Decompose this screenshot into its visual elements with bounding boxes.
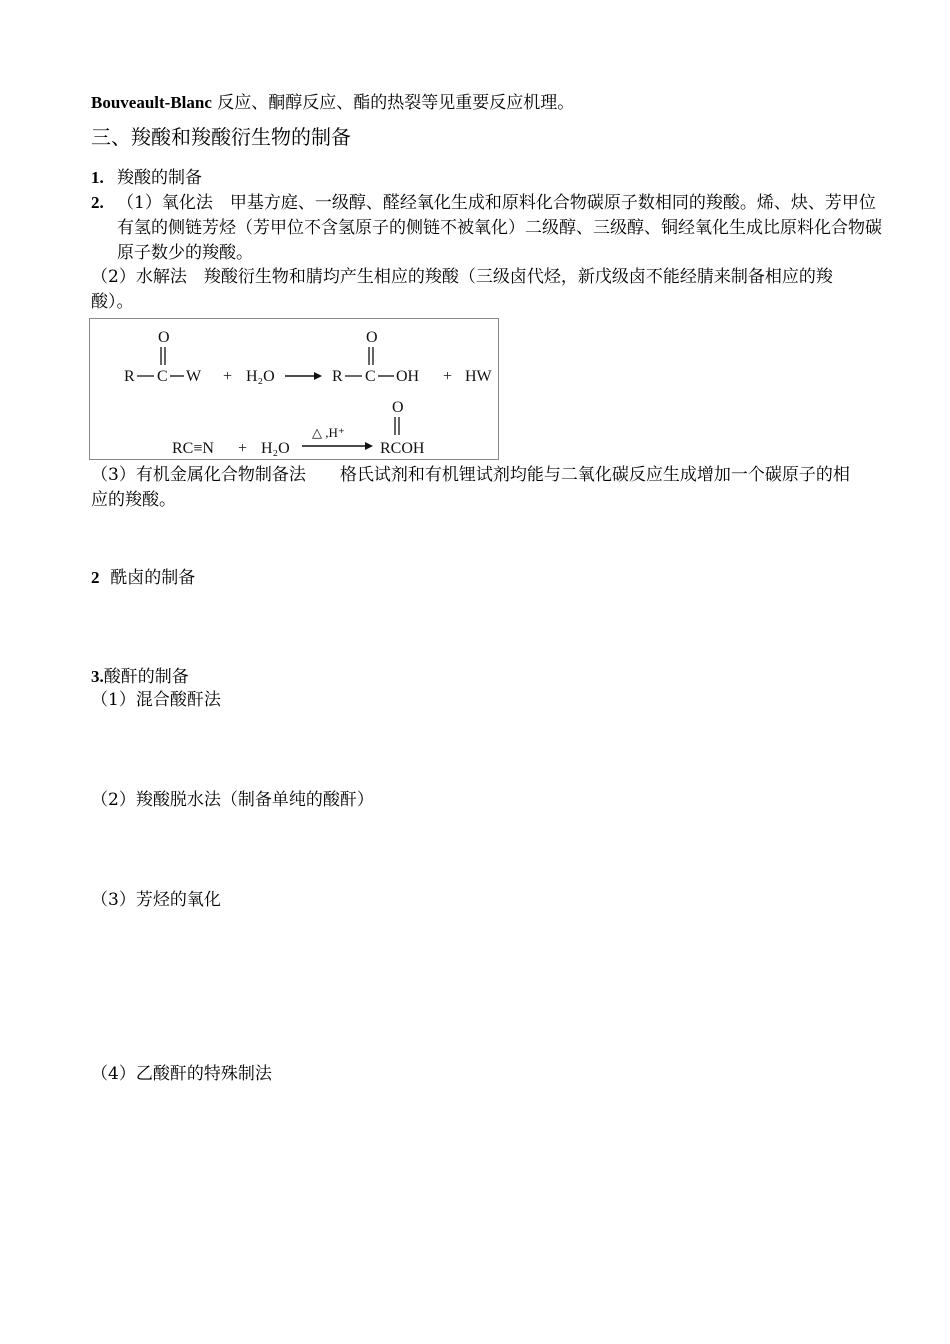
organometallic-paragraph: （3）有机金属化合物制备法 格氏试剂和有机锂试剂均能与二氧化碳反应生成增加一个碳原子的相应的羧酸。 (91, 465, 850, 510)
anhydride-text: 酸酐的制备 (103, 667, 189, 687)
method-2: （2）羧酸脱水法（制备单纯的酸酐） (91, 790, 374, 810)
r1-arrow-head (314, 372, 322, 380)
item-1-number: 1. (91, 168, 104, 187)
method-1: （1）混合酸酐法 (91, 690, 221, 710)
r1-W-group: W (186, 368, 202, 385)
intro-line (91, 90, 861, 116)
r1-byproduct: HW (465, 368, 492, 385)
r1-product-R: R (332, 368, 343, 385)
r1-carbon: C (157, 368, 168, 385)
r1-product-carbon: C (365, 368, 376, 385)
reaction-diagram (90, 319, 498, 459)
method-4: （4）乙酸酐的特殊制法 (91, 1064, 272, 1084)
method-3: （3）芳烃的氧化 (91, 890, 221, 910)
item-2 (91, 190, 887, 266)
section-title: 三、羧酸和羧酸衍生物的制备 (91, 125, 351, 149)
acyl-halide-heading (91, 565, 861, 591)
item-2-text: （1）氧化法 甲基方庭、一级醇、醛经氧化生成和原料化合物碳原子数相同的羧酸。烯、炔、芳甲位有氢的侧链芳烃（芳甲位不含氢原子的侧链不被氧化）二级醇、三级醇、铜经氧化生成比原料化合物碳原子数少的羧酸。 (117, 193, 882, 263)
acyl-halide-text: 酰卤的制备 (110, 568, 196, 588)
intro-text: 反应、酮醇反应、酯的热裂等见重要反应机理。 (211, 93, 575, 113)
item-1 (91, 165, 861, 191)
item-1-text: 羧酸的制备 (117, 168, 202, 188)
reaction-scheme (89, 318, 499, 460)
r1-R-group: R (124, 368, 135, 385)
anhydride-heading (91, 664, 861, 690)
r1-plus-2: + (443, 368, 453, 385)
r1-carbonyl-oxygen: O (158, 329, 170, 346)
r2-nitrile: RC≡N (172, 440, 214, 457)
r1-product-OH: OH (396, 368, 420, 385)
hydrolysis-paragraph: （2）水解法 羧酸衍生物和腈均产生相应的羧酸（三级卤代烃，新戊级卤不能经腈来制备相应的羧酸）。 (91, 267, 833, 312)
r2-plus: + (238, 440, 248, 457)
intro-bold: Bouveault-Blanc (91, 93, 212, 112)
r1-product-oxygen: O (366, 329, 378, 346)
r2-product-oxygen: O (392, 399, 404, 416)
r1-plus-1: + (223, 368, 233, 385)
r2-arrow-head (365, 442, 373, 450)
acyl-halide-number: 2 (91, 568, 100, 587)
r2-product: RCOH (380, 440, 425, 457)
item-2-number: 2. (91, 193, 104, 212)
r2-condition: △ ,H⁺ (312, 425, 345, 440)
anhydride-number: 3. (91, 667, 104, 686)
r1-water: H₂O (246, 368, 275, 385)
r2-water: H₂O (261, 440, 290, 457)
